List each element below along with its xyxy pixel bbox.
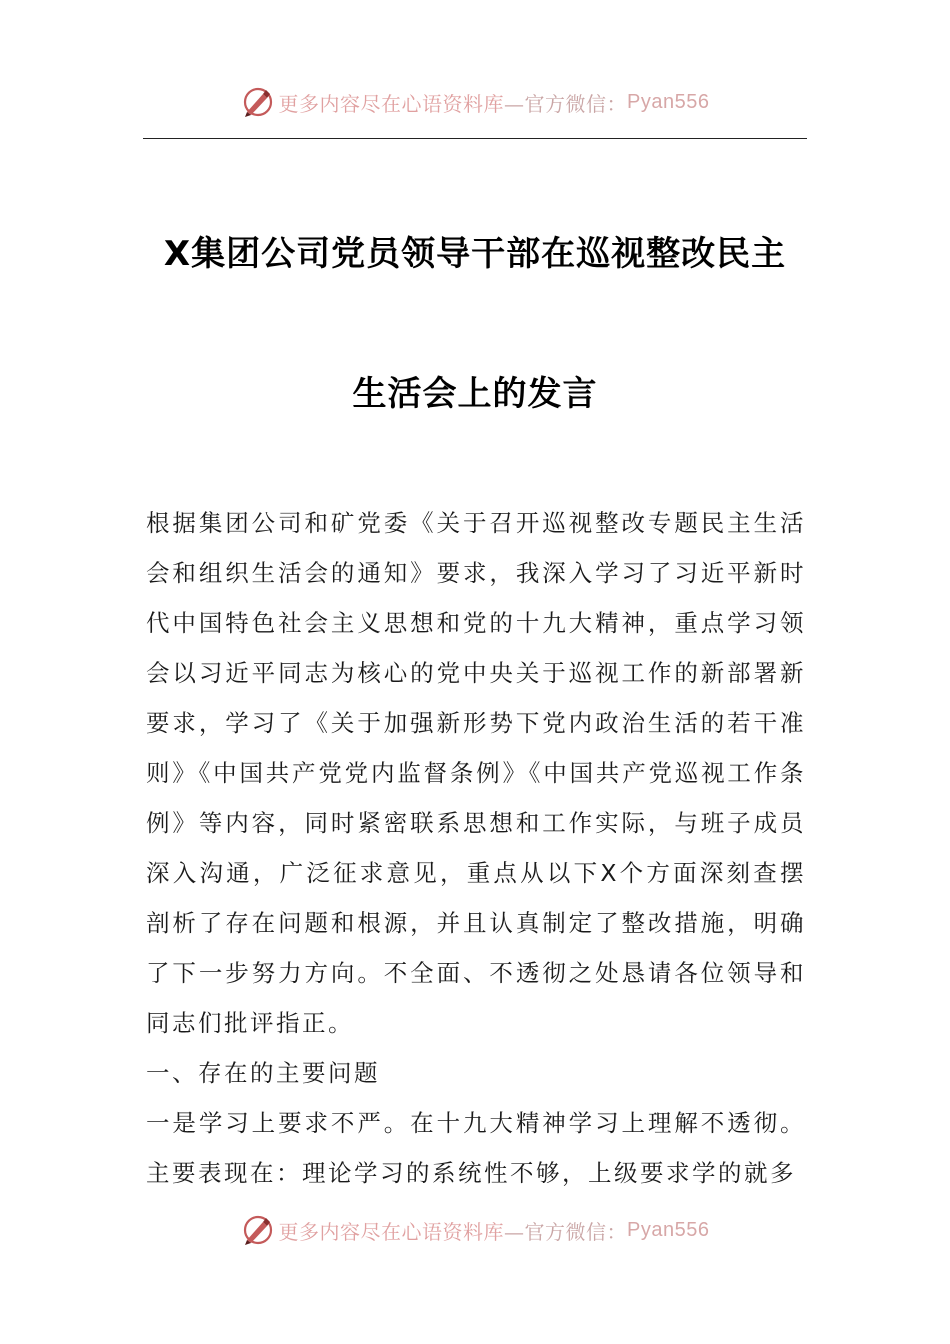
document-title-line-2: 生活会上的发言	[352, 374, 598, 414]
section-heading: 一、存在的主要问题	[146, 1059, 380, 1087]
header-divider	[143, 138, 807, 139]
header-wechat-id: Pyan556	[627, 90, 710, 113]
pen-logo-icon	[241, 1213, 275, 1247]
body-paragraph-issue-1: 一是学习上要求不严。在十九大精神学习上理解不透彻。主要表现在：理论学习的系统性不够，上级要求学的就多	[146, 1109, 806, 1187]
header-brand-text: 更多内容尽在心语资料库	[278, 91, 505, 116]
footer-wechat-id: Pyan556	[627, 1218, 710, 1241]
header-official-text: —官方微信：	[504, 91, 628, 116]
footer-official-text: —官方微信：	[504, 1219, 628, 1244]
body-paragraph-intro: 根据集团公司和矿党委《关于召开巡视整改专题民主生活会和组织生活会的通知》要求，我深入学习了习近平新时代中国特色社会主义思想和党的十九大精神，重点学习领会以习近平同志为核心的党中央关于巡视工作的新部署新要求，学习了《关于加强新形势下党内政治生活的若干准则》《中国共产党党内监督条例》《中国共产党巡视工作条例》等内容，同时紧密联系思想和工作实际，与班子成员深入沟通，广泛征求意见，重点从以下X个方面深刻查摆剖析了存在问题和根源，并且认真制定了整改措施，明确了下一步努力方向。不全面、不透彻之处恳请各位领导和同志们批评指正。	[146, 509, 806, 1037]
pen-logo-icon	[241, 85, 275, 119]
document-title-line-1: X集团公司党员领导干部在巡视整改民主	[163, 234, 787, 274]
footer-brand-text: 更多内容尽在心语资料库	[278, 1219, 505, 1244]
footer-watermark-banner	[0, 1210, 950, 1250]
document-body	[146, 498, 806, 1198]
header-watermark-banner	[0, 82, 950, 122]
